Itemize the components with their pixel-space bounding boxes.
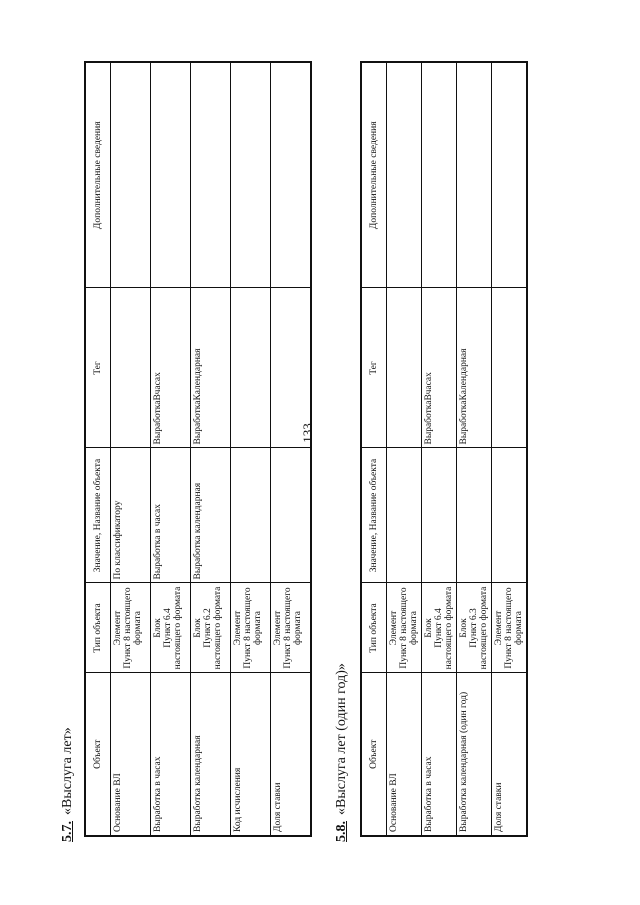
table-header-row <box>85 62 111 836</box>
section-number: 5.7. <box>60 821 75 842</box>
cell-object: Основание ВЛ <box>387 673 422 836</box>
column-header-tag: Тег <box>361 288 387 448</box>
cell-tag: ВыработкаКалендарная <box>191 288 231 448</box>
cell-value <box>457 448 492 583</box>
section-title: «Выслуга лет (один год)» <box>334 663 349 815</box>
table-row <box>111 62 151 836</box>
cell-extra <box>151 62 191 288</box>
column-header-value: Значение, Название объекта <box>361 448 387 583</box>
cell-object: Выработка в часах <box>422 673 457 836</box>
table-row <box>231 62 271 836</box>
cell-object: Код исчисления <box>231 673 271 836</box>
table-row <box>492 62 528 836</box>
cell-tag <box>111 288 151 448</box>
cell-object: Доля ставки <box>492 673 528 836</box>
table-section-5-8 <box>360 61 528 837</box>
cell-tag <box>387 288 422 448</box>
cell-type: Блок Пункт 6.4 настоящего формата <box>151 583 191 673</box>
column-header-object: Объект <box>361 673 387 836</box>
section-title: «Выслуга лет» <box>60 727 75 815</box>
cell-extra <box>492 62 528 288</box>
cell-extra <box>271 62 312 288</box>
column-header-type: Тип объекта <box>361 583 387 673</box>
cell-extra <box>231 62 271 288</box>
cell-tag <box>271 288 312 448</box>
column-header-type: Тип объекта <box>85 583 111 673</box>
page-number: 133 <box>300 423 315 443</box>
cell-extra <box>457 62 492 288</box>
cell-type: Элемент Пункт 8 настоящего формата <box>231 583 271 673</box>
table-row <box>457 62 492 836</box>
column-header-extra: Дополнительные сведения <box>85 62 111 288</box>
cell-type: Элемент Пункт 8 настоящего формата <box>271 583 312 673</box>
cell-extra <box>422 62 457 288</box>
table-row <box>271 62 312 836</box>
column-header-value: Значение, Название объекта <box>85 448 111 583</box>
cell-type: Элемент Пункт 8 настоящего формата <box>111 583 151 673</box>
cell-tag <box>231 288 271 448</box>
table-row <box>191 62 231 836</box>
cell-extra <box>191 62 231 288</box>
cell-object: Выработка календарная (один год) <box>457 673 492 836</box>
column-header-extra: Дополнительные сведения <box>361 62 387 288</box>
cell-tag: ВыработкаВчасах <box>151 288 191 448</box>
column-header-tag: Тег <box>85 288 111 448</box>
cell-tag: ВыработкаВчасах <box>422 288 457 448</box>
cell-type: Элемент Пункт 8 настоящего формата <box>492 583 528 673</box>
cell-value <box>271 448 312 583</box>
cell-value: Выработка в часах <box>151 448 191 583</box>
table-row <box>151 62 191 836</box>
cell-value <box>492 448 528 583</box>
cell-type: Блок Пункт 6.3 настоящего формата <box>457 583 492 673</box>
cell-type: Элемент Пункт 8 настоящего формата <box>387 583 422 673</box>
cell-object: Основание ВЛ <box>111 673 151 836</box>
cell-object: Доля ставки <box>271 673 312 836</box>
cell-extra <box>387 62 422 288</box>
cell-tag: ВыработкаКалендарная <box>457 288 492 448</box>
column-header-object: Объект <box>85 673 111 836</box>
cell-object: Выработка в часах <box>151 673 191 836</box>
cell-tag <box>492 288 528 448</box>
cell-type: Блок Пункт 6.2 настоящего формата <box>191 583 231 673</box>
section-heading-5-7 <box>60 727 76 842</box>
cell-extra <box>111 62 151 288</box>
cell-value: Выработка календарная <box>191 448 231 583</box>
cell-type: Блок Пункт 6.4 настоящего формата <box>422 583 457 673</box>
table-row <box>387 62 422 836</box>
cell-value <box>422 448 457 583</box>
section-heading-5-8 <box>334 663 350 842</box>
table-section-5-7 <box>84 61 312 837</box>
table-row <box>422 62 457 836</box>
cell-value: По классификатору <box>111 448 151 583</box>
table-header-row <box>361 62 387 836</box>
cell-value <box>387 448 422 583</box>
cell-object: Выработка календарная <box>191 673 231 836</box>
cell-value <box>231 448 271 583</box>
section-number: 5.8. <box>334 821 349 842</box>
